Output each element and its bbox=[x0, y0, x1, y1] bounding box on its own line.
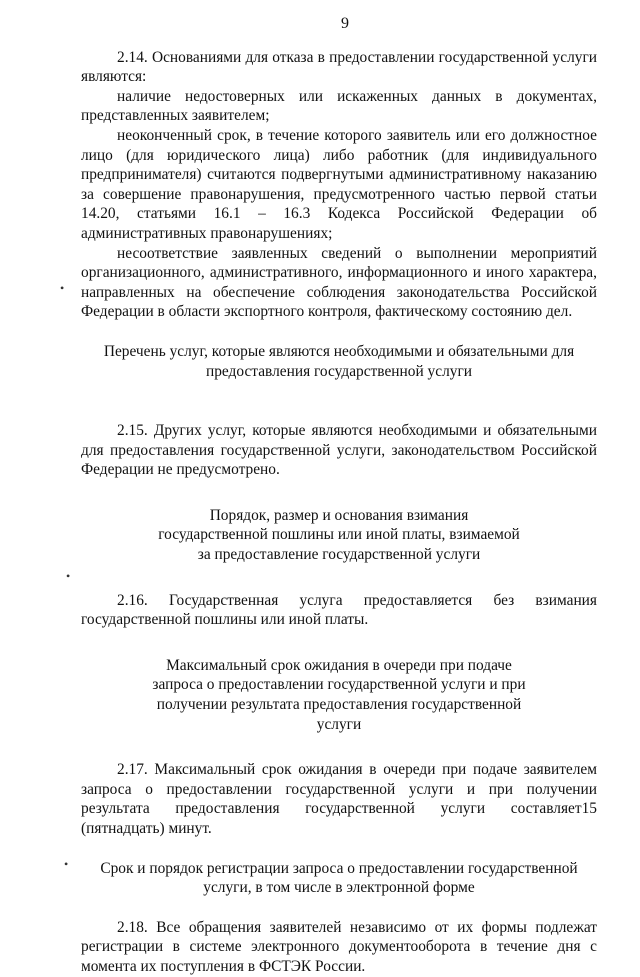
section-2-14-item-2: неоконченный срок, в течение которого заявитель или его должностное лицо (для юридического лица) либо работник (для индивидуального предпринимателя) считаются подвергнутыми административному наказанию за совершение правонарушения, предусмотренного частью первой статьи 14.20, статьями 16.1 – 16.3 Кодекса Российской Федерации об административных правонарушениях; bbox=[81, 126, 597, 242]
spacer bbox=[81, 322, 597, 342]
section-2-14-intro: 2.14. Основаниями для отказа в предоставлении государственной услуги являются: bbox=[81, 48, 597, 86]
spacer bbox=[81, 839, 597, 859]
heading-request-registration: Срок и порядок регистрации запроса о предоставлении государственной услуги, в том числе в электронной форме bbox=[100, 859, 578, 897]
spacer bbox=[81, 898, 597, 918]
scan-mark-dot: • bbox=[64, 857, 69, 871]
heading-state-fee: Порядок, размер и основания взимания государственной пошлины или иной платы, взимаемой за предоставление государственной услуги bbox=[158, 506, 520, 564]
section-2-16: 2.16. Государственная услуга предоставляется без взимания государственной пошлины или иной платы. bbox=[81, 591, 597, 629]
section-2-18: 2.18. Все обращения заявителей независимо от их формы подлежат регистрации в системе электронного документооборота в течение дня с момента их поступления в ФСТЭК России. bbox=[81, 918, 597, 975]
section-2-15: 2.15. Других услуг, которые являются необходимыми и обязательными для предоставления государственной услуги, законодательством Российской Федерации не предусмотрено. bbox=[81, 422, 597, 479]
spacer bbox=[81, 734, 597, 760]
section-2-14-item-3: несоответствие заявленных сведений о выполнении мероприятий организационного, административного, информационного и иного характера, направленных на обеспечение соблюдения законодательства Российской Федерации в области экспортного контроля, фактическому состоянию дел. bbox=[81, 244, 597, 321]
scan-mark-dot: • bbox=[66, 569, 71, 583]
section-2-14-item-1: наличие недостоверных или искаженных данных в документах, представленных заявителем; bbox=[81, 87, 597, 125]
spacer bbox=[81, 480, 597, 506]
spacer bbox=[81, 630, 597, 656]
section-2-17: 2.17. Максимальный срок ожидания в очереди при подаче заявителем запроса о предоставлении государственной услуги и при получении результата предоставления государственной услуги составляет15 (пятнадцать) минут. bbox=[81, 761, 597, 837]
scan-mark-dot: • bbox=[60, 281, 65, 295]
heading-required-services: Перечень услуг, которые являются необходимыми и обязательными для предоставления государственной услуги bbox=[103, 342, 575, 380]
heading-queue-wait: Максимальный срок ожидания в очереди при подаче запроса о предоставлении государственной услуги и при получении результата предоставления государственной услуги bbox=[152, 656, 526, 733]
spacer bbox=[81, 381, 597, 421]
document-page bbox=[81, 14, 597, 977]
spacer bbox=[81, 565, 597, 591]
page-number: 9 bbox=[341, 15, 349, 32]
